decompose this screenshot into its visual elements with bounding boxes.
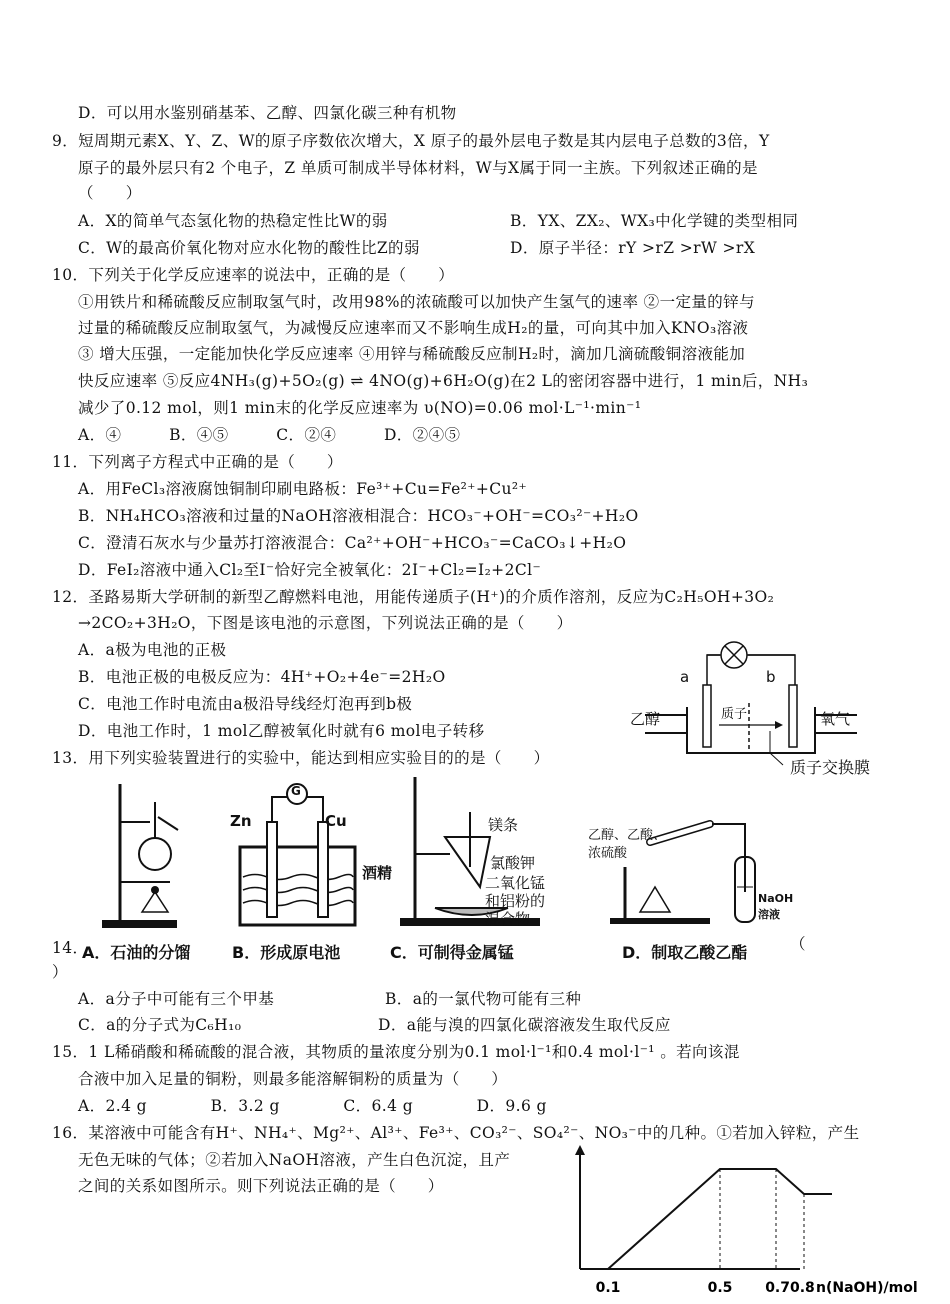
q9-option-c: C．W的最高价氧化物对应水化物的酸性比Z的弱 (78, 239, 420, 257)
x-axis-label: n(NaOH)/mol (816, 1280, 918, 1296)
q14-paren-open: （ (790, 935, 806, 953)
x-tick-label: 0.70.8 (765, 1280, 815, 1296)
q16-stem-line2: 无色无味的气体；②若加入NaOH溶液，产生白色沉淀，且产 (78, 1151, 511, 1169)
mix-label-3: 混合物 (485, 910, 531, 928)
q9-answer-paren: （ ） (78, 184, 142, 202)
q10-line4: ③ 增大压强，一定能加快化学反应速率 ④用锌与稀硫酸反应制H₂时，滴加几滴硫酸铜溶液能加 (78, 345, 746, 363)
kclo3-label: 氯酸钾 (490, 854, 536, 872)
mix-label-1: 二氧化锰 (485, 874, 546, 892)
q10-stem: 10．下列关于化学反应速率的说法中，正确的是（ ） (52, 266, 455, 284)
q11-option-b: B．NH₄HCO₃溶液和过量的NaOH溶液相混合：HCO₃⁻+OH⁻=CO₃²⁻+H₂O (78, 507, 639, 525)
q9-option-a: A．X的简单气态氢化物的热稳定性比W的弱 (78, 212, 388, 230)
q14-option-a: A．a分子中可能有三个甲基 (78, 990, 275, 1008)
x-tick-label: 0.1 (595, 1280, 621, 1296)
mix-label-2: 和铝粉的 (485, 892, 546, 910)
q11-option-d: D．FeI₂溶液中通入Cl₂至I⁻恰好完全被氧化：2I⁻+Cl₂=I₂+2Cl⁻ (78, 561, 542, 579)
mg-label: 镁条 (488, 816, 519, 834)
q15-options: A．2.4 g B．3.2 g C．6.4 g D．9.6 g (78, 1097, 547, 1115)
lamp-icon (721, 642, 747, 668)
q14-option-c: C．a的分子式为C₆H₁₀ (78, 1016, 242, 1034)
x-tick-label: 0.5 (707, 1280, 733, 1296)
galvanic-cell-apparatus (240, 784, 355, 925)
q9-option-d: D．原子半径：rY >rZ >rW >rX (510, 239, 756, 257)
caption-d: D．制取乙酸乙酯 (622, 943, 748, 962)
q16-stem-line1: 16．某溶液中可能含有H⁺、NH₄⁺、Mg²⁺、Al³⁺、Fe³⁺、CO₃²⁻、SO₄²⁻、NO₃⁻中的几种。①若加入锌粒，产生 (52, 1124, 860, 1142)
naoh-label-1: NaOH (758, 892, 794, 905)
q10-line5: 快反应速率 ⑤反应4NH₃(g)+5O₂(g) ⇌ 4NO(g)+6H₂O(g)在2 L的密闭容器中进行，1 min后，NH₃ (78, 372, 809, 390)
fuel-cell-diagram (625, 625, 895, 780)
q12-option-a: A．a极为电池的正极 (78, 641, 227, 659)
q10-line2: ①用铁片和稀硫酸反应制取氢气时，改用98%的浓硫酸可以加快产生氢气的速率 ②一定量的锌与 (78, 293, 755, 311)
proton-label: 质子 (721, 707, 748, 722)
q9-stem-line2: 原子的最外层只有2 个电子，Z 单质可制成半导体材料，W与X属于同一主族。下列叙述正确的是 (78, 159, 758, 177)
alcohol-label: 酒精 (362, 864, 393, 882)
q12-option-b: B．电池正极的电极反应为：4H⁺+O₂+4e⁻=2H₂O (78, 668, 446, 686)
q11-stem: 11．下列离子方程式中正确的是（ ） (52, 453, 343, 471)
q14-option-b: B．a的一氯代物可能有三种 (385, 990, 582, 1008)
distillation-apparatus (102, 784, 178, 928)
electrode-b-label: b (766, 668, 776, 686)
q12-stem-line1: 12．圣路易斯大学研制的新型乙醇燃料电池，用能传递质子(H⁺)的介质作溶剂，反应为C₂H₅OH+3O₂ (52, 588, 775, 606)
series-line (580, 1169, 832, 1269)
q14-option-d: D．a能与溴的四氯化碳溶液发生取代反应 (378, 1016, 671, 1034)
reagent-label-1: 乙醇、乙酸、 (588, 828, 667, 843)
ethanol-label: 乙醇 (630, 710, 661, 728)
q15-stem-line2: 合液中加入足量的铜粉，则最多能溶解铜粉的质量为（ ） (78, 1070, 508, 1088)
q8-option-d: D．可以用水鉴别硝基苯、乙醇、四氯化碳三种有机物 (78, 104, 457, 122)
y-axis-arrow (575, 1145, 585, 1155)
q16-stem-line3: 之间的关系如图所示。则下列说法正确的是（ ） (78, 1177, 444, 1195)
caption-a: A．石油的分馏 (82, 943, 191, 962)
q10-line6: 减少了0.12 mol，则1 min末的化学反应速率为 υ(NO)=0.06 mol·L⁻¹·min⁻¹ (78, 399, 642, 417)
precipitate-chart (570, 1145, 918, 1300)
q9-option-b: B．YX、ZX₂、WX₃中化学键的类型相同 (510, 212, 799, 230)
membrane-label: 质子交换膜 (790, 758, 871, 777)
q12-option-d: D．电池工作时，1 mol乙醇被氧化时就有6 mol电子转移 (78, 722, 485, 740)
q15-stem-line1: 15．1 L稀硝酸和稀硫酸的混合液，其物质的量浓度分别为0.1 mol·l⁻¹和0.4 mol·l⁻¹ 。若向该混 (52, 1043, 740, 1061)
q12-stem-line2: →2CO₂+3H₂O，下图是该电池的示意图，下列说法正确的是（ ） (78, 614, 573, 632)
q9-stem-line1: 9．短周期元素X、Y、Z、W的原子序数依次增大，X 原子的最外层电子数是其内层电子总数的3倍，Y (52, 132, 770, 150)
oxygen-label: 氧气 (820, 710, 851, 728)
naoh-label-2: 溶液 (758, 908, 780, 921)
reagent-label-2: 浓硫酸 (588, 846, 628, 861)
zn-label: Zn (230, 812, 252, 830)
electrode-a-label: a (680, 668, 690, 686)
galvanometer-label: G (291, 784, 301, 798)
q10-line3: 过量的稀硫酸反应制取氢气，为减慢反应速率而又不影响生成H₂的量，可向其中加入KNO₃溶液 (78, 319, 749, 337)
q11-option-a: A．用FeCl₃溶液腐蚀铜制印刷电路板：Fe³⁺+Cu=Fe²⁺+Cu²⁺ (78, 480, 528, 498)
q14-paren-close: ） (52, 963, 68, 981)
chart-svg (570, 1145, 918, 1300)
q12-option-c: C．电池工作时电流由a极沿导线经灯泡再到b极 (78, 695, 413, 713)
caption-b: B．形成原电池 (232, 943, 341, 962)
q10-options: A．④ B．④⑤ C．②④ D．②④⑤ (78, 426, 461, 444)
cu-label: Cu (325, 812, 347, 830)
q13-stem: 13．用下列实验装置进行的实验中，能达到相应实验目的的是（ ） (52, 749, 550, 767)
caption-c: C．可制得金属锰 (390, 943, 514, 962)
q14-number: 14． (52, 939, 89, 957)
q11-option-c: C．澄清石灰水与少量苏打溶液混合：Ca²⁺+OH⁻+HCO₃⁻=CaCO₃↓+H₂O (78, 534, 627, 552)
